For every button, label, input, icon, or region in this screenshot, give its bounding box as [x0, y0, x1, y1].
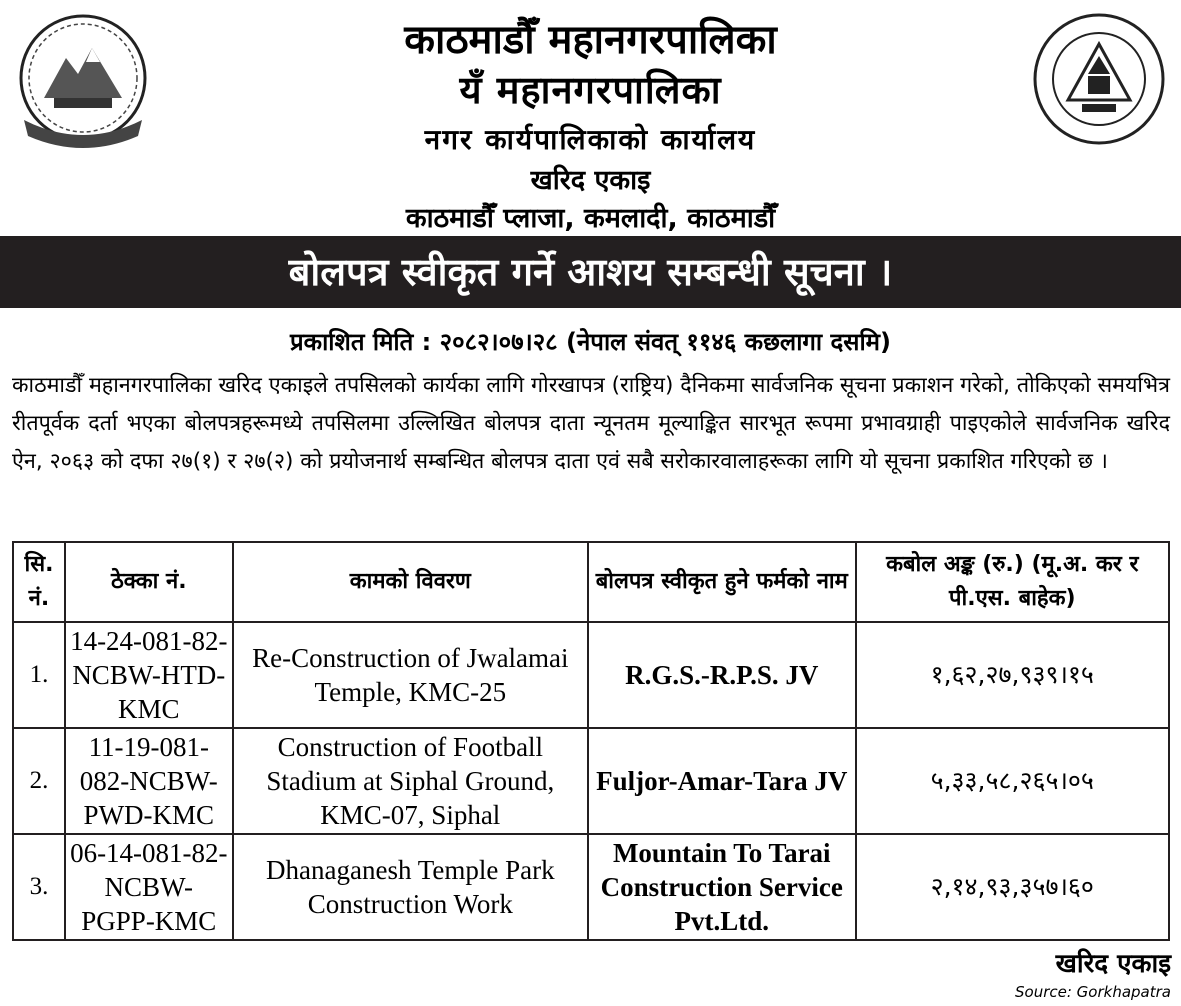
row-firm: R.G.S.-R.P.S. JV	[588, 622, 856, 728]
row-description: Dhanaganesh Temple Park Construction Work	[233, 834, 588, 940]
table-row	[13, 622, 1169, 728]
row-contract: 06-14-081-82-NCBW-PGPP-KMC	[65, 834, 233, 940]
row-description: Re-Construction of Jwalamai Temple, KMC-25	[233, 622, 588, 728]
row-firm: Mountain To Tarai Construction Service Pvt.Ltd.	[588, 834, 856, 940]
published-date: प्रकाशित मिति : २०८२।०७।२८ (नेपाल संवत् ११४६ कछलागा दसमि)	[289, 328, 891, 356]
row-contract: 14-24-081-82-NCBW-HTD-KMC	[65, 622, 233, 728]
row-firm: Fuljor-Amar-Tara JV	[588, 728, 856, 834]
header-description: कामको विवरण	[233, 542, 588, 622]
office-title-newari: यँ महानगरपालिका	[459, 68, 722, 112]
row-amount: १,६२,२७,९३९।१५	[856, 622, 1169, 728]
office-title-nepali: काठमाडौँ महानगरपालिका	[404, 17, 777, 63]
header-firm: बोलपत्र स्वीकृत हुने फर्मको नाम	[588, 542, 856, 622]
table-header-row	[13, 542, 1169, 622]
row-contract: 11-19-081-082-NCBW-PWD-KMC	[65, 728, 233, 834]
kathmandu-metropolitan-seal-icon	[1030, 10, 1168, 148]
header-contract: ठेक्का नं.	[65, 542, 233, 622]
office-name: नगर कार्यपालिकाको कार्यालय	[424, 123, 757, 156]
unit-name: खरिद एकाइ	[530, 165, 651, 196]
header-amount: कबोल अङ्क (रु.) (मू.अ. कर र पी.एस. बाहेक)	[856, 542, 1169, 622]
notice-body: काठमाडौँ महानगरपालिका खरिद एकाइले तपसिलको कार्यका लागि गोरखापत्र (राष्ट्रिय) दैनिकमा सार्वजनिक सूचना प्रकाशन गरेको, तोकिएको समयभित्र रीतपूर्वक दर्ता भएका बोलपत्रहरूमध्ये तपसिलमा उल्लिखित बोलपत्र दाता न्यूनतम मूल्याङ्कित सारभूत रूपमा प्रभावग्राही पाइएकोले सार्वजनिक खरिद ऐन, २०६३ को दफा २७(१) र २७(२) को प्रयोजनार्थ सम्बन्धित बोलपत्र दाता एवं सबै सरोकारवालाहरूका लागि यो सूचना प्रकाशित गरिएको छ ।	[12, 373, 1170, 474]
row-sn: 2.	[13, 728, 65, 834]
row-sn: 3.	[13, 834, 65, 940]
row-amount: ५,३३,५८,२६५।०५	[856, 728, 1169, 834]
source-credit: Source: Gorkhapatra	[1015, 983, 1171, 1001]
office-address: काठमाडौँ प्लाजा, कमलादी, काठमाडौँ	[405, 203, 776, 234]
footer-unit: खरिद एकाइ	[1055, 949, 1171, 979]
row-sn: 1.	[13, 622, 65, 728]
notice-banner: बोलपत्र स्वीकृत गर्ने आशय सम्बन्धी सूचना ।	[0, 236, 1181, 308]
notice-header	[0, 0, 1181, 235]
table-row	[13, 728, 1169, 834]
row-description: Construction of Football Stadium at Siphal Ground, KMC-07, Siphal	[233, 728, 588, 834]
header-sn: सि. नं.	[13, 542, 65, 622]
row-amount: २,१४,९३,३५७।६०	[856, 834, 1169, 940]
table-row	[13, 834, 1169, 940]
awards-table	[12, 541, 1170, 941]
